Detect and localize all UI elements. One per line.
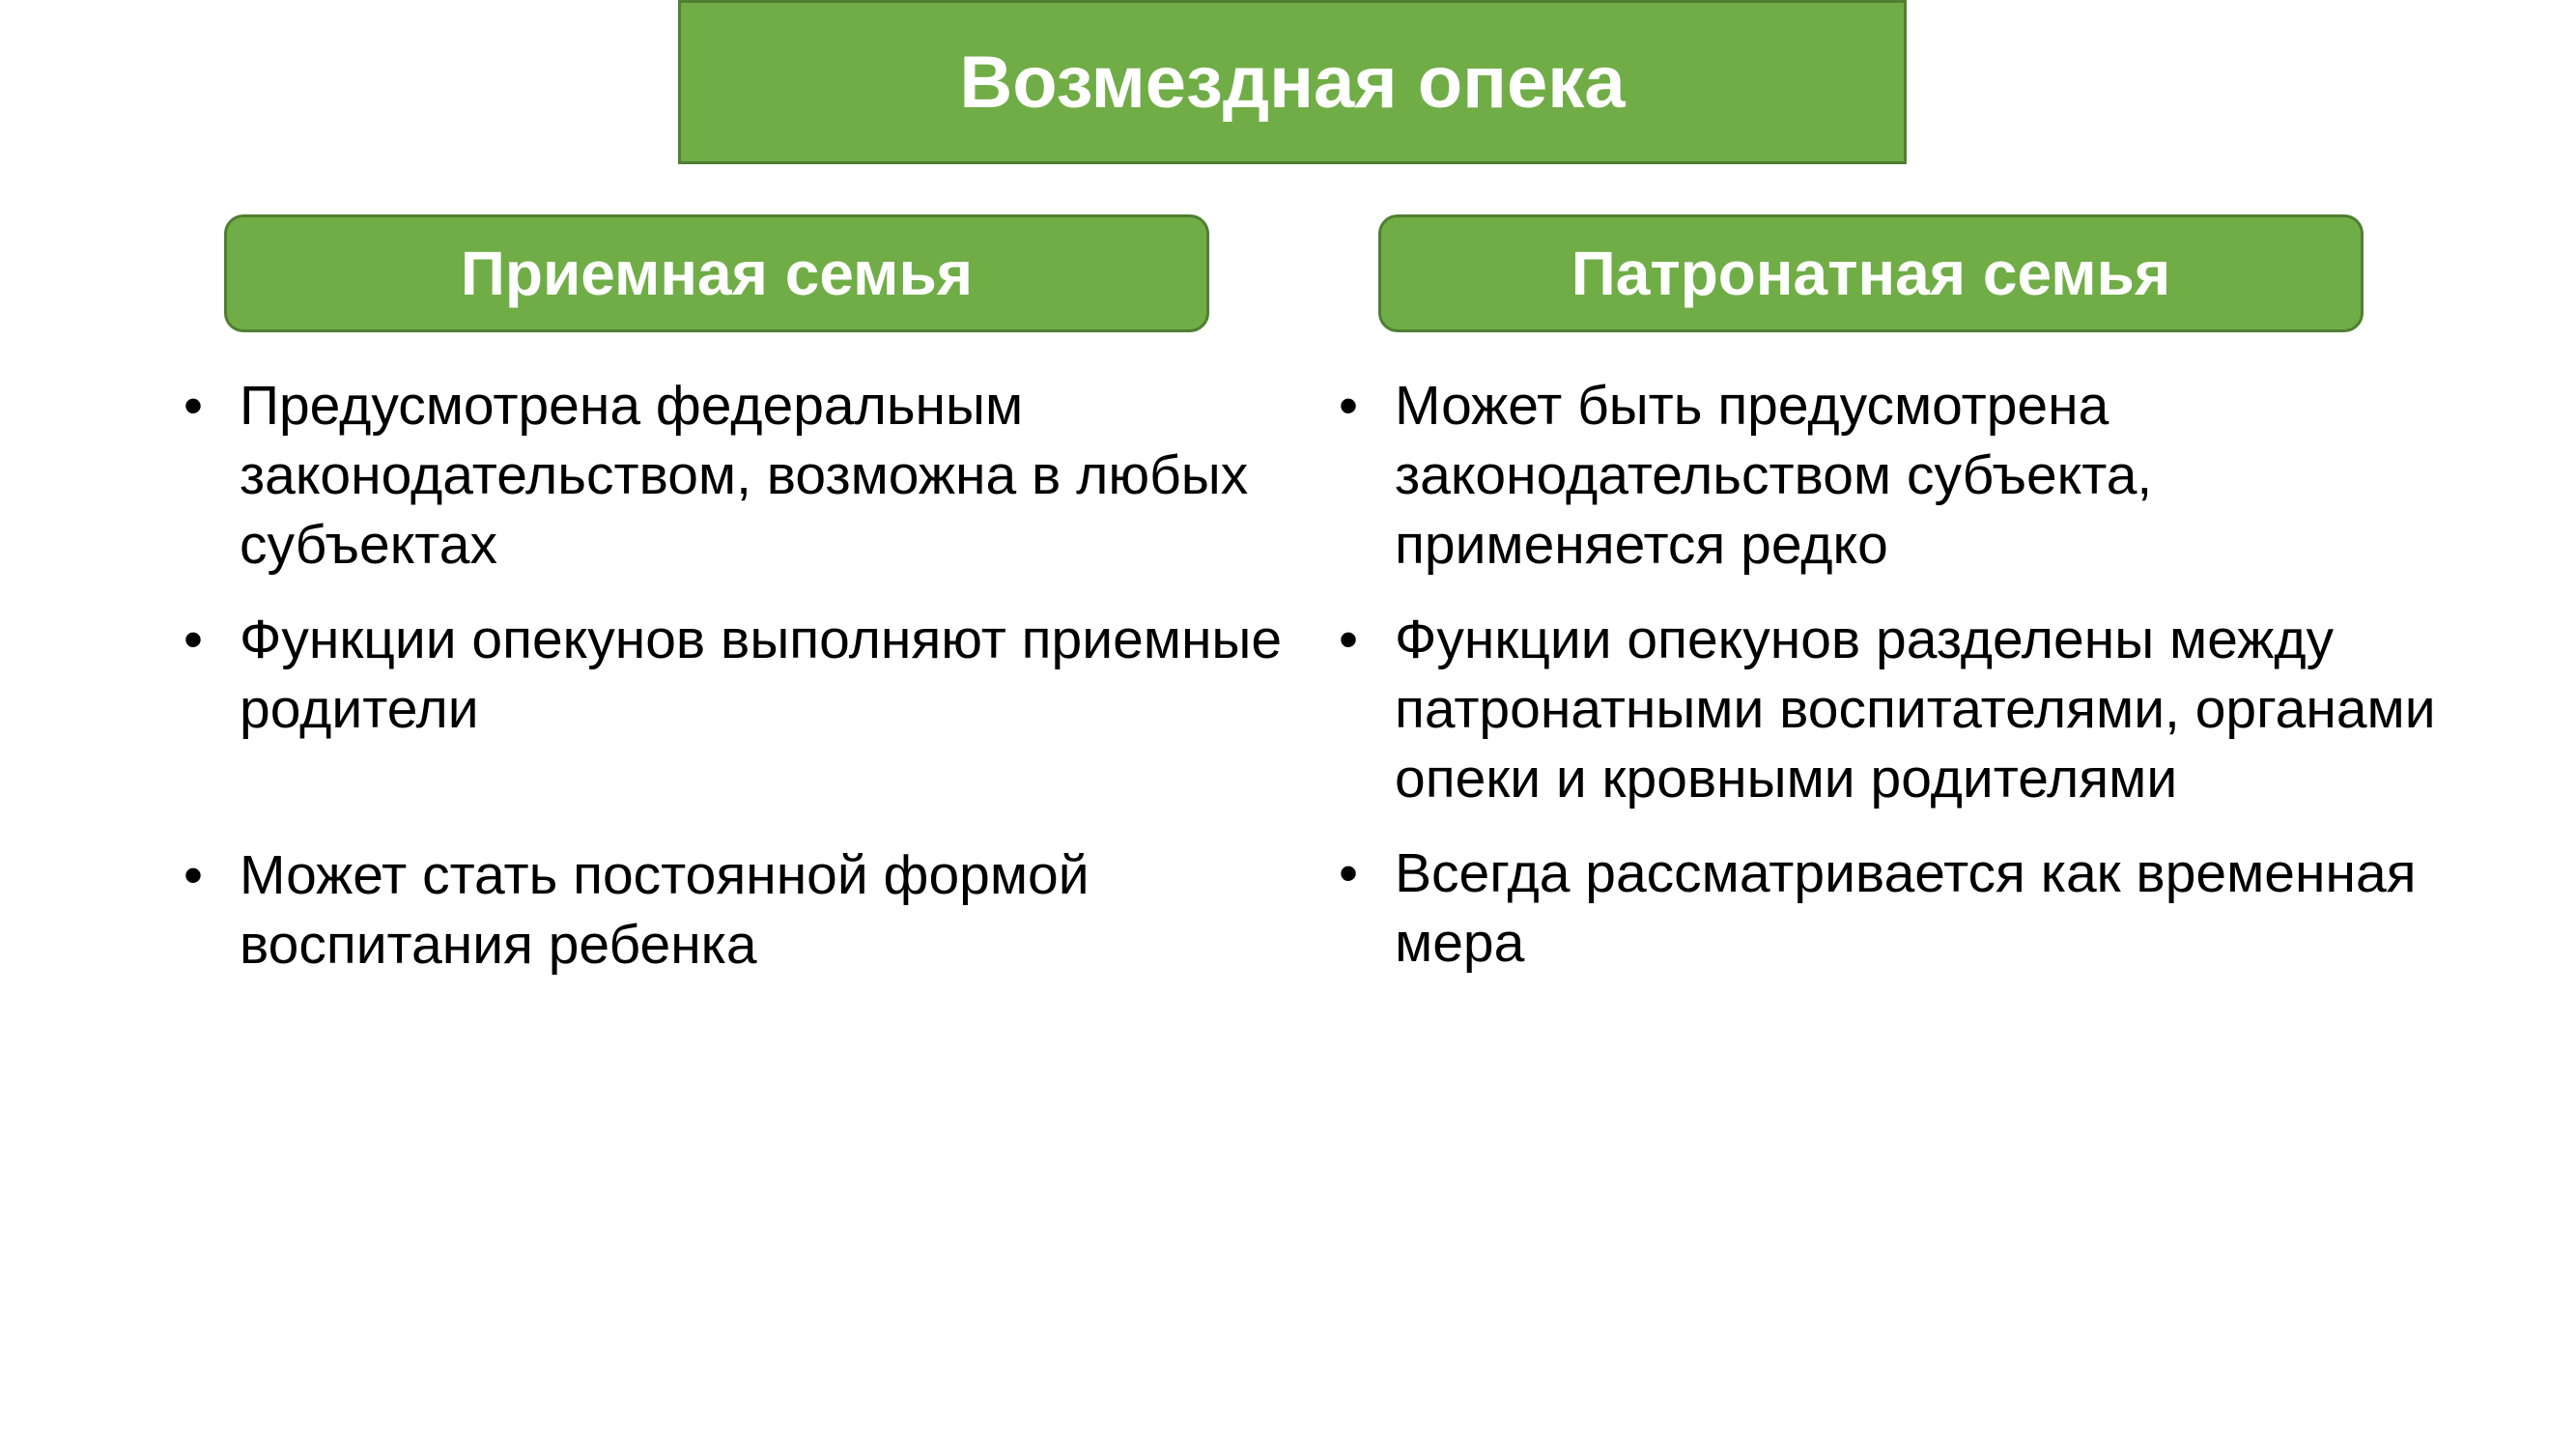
list-item-text: Всегда рассматривается как временная мера (1395, 842, 2417, 974)
list-item (184, 840, 1304, 980)
column-header-label: Патронатная семья (1571, 239, 2171, 308)
list-item (1339, 371, 2459, 580)
bullet-icon: • (184, 375, 203, 437)
list-item (1339, 838, 2459, 978)
patronage-family-bullet-list (1339, 371, 2459, 1003)
column-header-label: Приемная семья (460, 239, 974, 308)
list-item (1339, 605, 2459, 813)
list-item-text: Может стать постоянной формой воспитания ребенка (240, 844, 1090, 976)
list-item-text: Предусмотрена федеральным законодательством, возможна в любых субъектах (240, 375, 1249, 576)
bullet-icon: • (1339, 842, 1358, 904)
main-title-box (678, 0, 1907, 164)
bullet-icon: • (1339, 609, 1358, 670)
bullet-icon: • (1339, 375, 1358, 437)
list-item (184, 371, 1304, 580)
column-header-foster-family (224, 214, 1209, 332)
foster-family-bullet-list (184, 371, 1304, 1005)
bullet-icon: • (184, 844, 203, 906)
list-item-text: Может быть предусмотрена законодательством субъекта, применяется редко (1395, 375, 2153, 576)
list-item-text: Функции опекунов разделены между патронатными воспитателями, органами опеки и кровными родителями (1395, 609, 2436, 810)
main-title: Возмездная опека (959, 41, 1626, 124)
list-item (184, 605, 1304, 744)
column-header-patronage-family (1378, 214, 2364, 332)
list-item-text: Функции опекунов выполняют приемные родители (240, 609, 1283, 740)
bullet-icon: • (184, 609, 203, 670)
